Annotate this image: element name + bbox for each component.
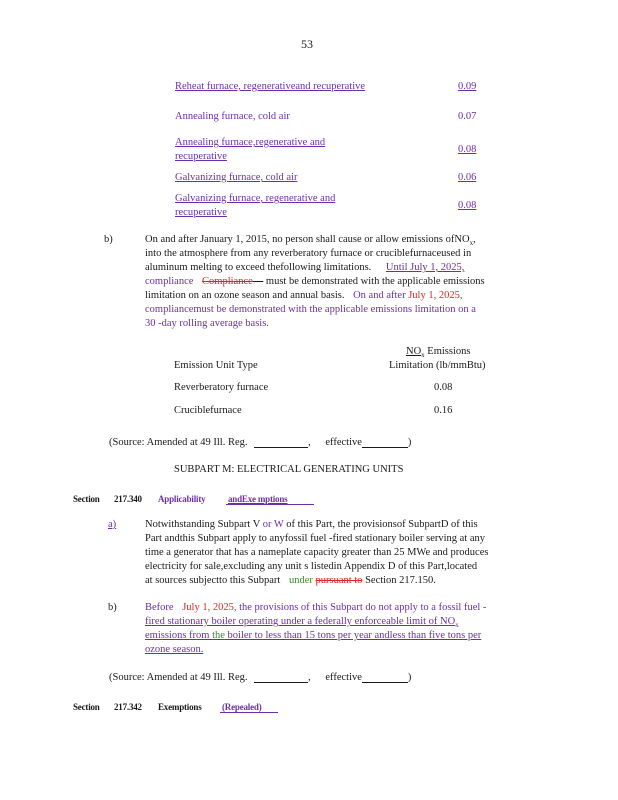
table2-header-right-2: Limitation (lb/mmBtu)	[389, 360, 486, 371]
para-b2-line	[145, 630, 481, 641]
source-close: )	[407, 672, 412, 683]
nox-subscript: x	[421, 351, 425, 360]
para-b-line	[145, 234, 476, 247]
para-b2-line: ozone season.	[145, 644, 204, 655]
title-underline	[220, 712, 278, 713]
nox-subscript: x	[469, 239, 474, 248]
inserted-text: Before	[145, 602, 174, 613]
para-a-text: Notwithstanding Subpart V	[145, 519, 261, 530]
para-a-line: electricity for sale,excluding any unit s listedin Appendix D of this Part,located	[145, 561, 478, 572]
section-number: 217.342	[114, 702, 142, 712]
inserted-text: On and after	[353, 290, 406, 301]
inserted-text: the provisions of this Subpart do not apply to a fossil fuel -	[239, 602, 487, 613]
inserted-text: compliance	[145, 276, 194, 287]
nox-label: NO	[406, 346, 422, 357]
section-label: Section	[73, 494, 100, 504]
para-a-text: at sources subjectto this Subpart	[145, 575, 281, 586]
section-number: 217.340	[114, 494, 142, 504]
title-underline	[226, 504, 314, 505]
para-b-line	[145, 276, 485, 287]
blank-line	[362, 437, 408, 448]
para-b-text: On and after January 1, 2015, no person shall cause or allow emissions ofNO	[145, 234, 470, 245]
table1-row-unit: Annealing furnace, cold air	[175, 111, 290, 122]
table2-header-left: Emission Unit Type	[174, 360, 258, 371]
deleted-text: pursuant to	[315, 575, 363, 586]
source-text: (Source: Amended at 49 Ill. Reg.	[109, 437, 248, 448]
para-a-line	[145, 575, 436, 586]
table1-row-value: 0.08	[458, 200, 477, 211]
deleted-text: Compliance	[202, 276, 253, 287]
repealed-label: (Repealed)	[222, 702, 262, 712]
section-title: Exemptions	[158, 702, 202, 712]
para-b-text: ,	[473, 234, 476, 245]
nox-subscript: x	[455, 621, 459, 630]
source-note	[109, 672, 411, 683]
inserted-word: under	[288, 575, 313, 586]
effective-label: effective	[325, 437, 362, 448]
table1-row-unit-cont: recuperative	[175, 151, 227, 162]
subpart-heading: SUBPART M: ELECTRICAL GENERATING UNITS	[174, 464, 404, 475]
blank-line	[254, 672, 308, 683]
inserted-text: emissions from	[145, 630, 213, 641]
para-a-line: time a generator that has a nameplate capacity greater than 25 MWe and produces	[145, 547, 489, 558]
para-b-text: must be demonstrated with the applicable emissions	[265, 276, 485, 287]
para-b-line	[145, 262, 464, 273]
table2-row-unit: Cruciblefurnace	[174, 405, 242, 416]
table1-row-value: 0.08	[458, 144, 477, 155]
para-a-line: Part andthis Subpart apply to anyfossil fuel -fired stationary boiler serving at any	[145, 533, 486, 544]
table1-row-unit-cont: recuperative	[175, 207, 227, 218]
source-comma: ,	[308, 437, 311, 448]
source-comma: ,	[308, 672, 311, 683]
table1-row-value: 0.09	[458, 81, 477, 92]
para-b2-line	[145, 616, 459, 629]
para-b-label: b)	[104, 234, 113, 245]
para-a-text: Section 217.150.	[365, 575, 436, 586]
blank-line	[254, 437, 308, 448]
emissions-label: Emissions	[424, 346, 471, 357]
deleted-gap	[253, 276, 264, 287]
para-b-line: into the atmosphere from any reverberatory furnace or cruciblefurnaceused in	[145, 248, 472, 259]
inserted-date: July 1, 2025,	[408, 290, 463, 301]
para-b-text: limitation on an ozone season and annual basis.	[145, 290, 345, 301]
table2-header-right-1	[406, 346, 470, 359]
inserted-text: or W	[262, 519, 284, 530]
para-b-text: aluminum melting to exceed thefollowing limitations.	[145, 262, 372, 273]
para-b-line: compliancemust be demonstrated with the applicable emissions limitation on a	[145, 304, 476, 315]
table2-row-value: 0.16	[434, 405, 453, 416]
section-title-inserted: andExe mptions	[228, 494, 288, 504]
para-b2-label: b)	[108, 602, 117, 613]
para-b-line	[145, 290, 462, 301]
blank-line	[362, 672, 408, 683]
effective-label: effective	[325, 672, 362, 683]
para-b-line: 30 -day rolling average basis.	[145, 318, 269, 329]
inserted-word: the	[212, 630, 225, 641]
source-note	[109, 437, 411, 448]
table1-row-unit: Galvanizing furnace, regenerative and	[175, 193, 336, 204]
table1-row-unit: Galvanizing furnace, cold air	[175, 172, 298, 183]
section-title: Applicability	[158, 494, 206, 504]
table1-row-unit: Reheat furnace, regenerativeand recuperative	[175, 81, 366, 92]
section-label: Section	[73, 702, 100, 712]
page-number: 53	[301, 37, 313, 51]
table2-row-unit: Reverberatory furnace	[174, 382, 269, 393]
source-close: )	[407, 437, 412, 448]
table1-row-value: 0.07	[458, 111, 477, 122]
inserted-text: fired stationary boiler operating under a federally enforceable limit of NO	[145, 616, 456, 627]
para-a-text: of this Part, the provisionsof SubpartD of this	[286, 519, 478, 530]
inserted-text: Until July 1, 2025,	[385, 262, 465, 273]
para-a-line	[145, 519, 478, 530]
inserted-text: boiler to less than 15 tons per year andless than five tons per	[227, 630, 482, 641]
table1-row-unit: Annealing furnace,regenerative and	[175, 137, 326, 148]
table1-row-value: 0.06	[458, 172, 477, 183]
para-a-label: a)	[108, 519, 117, 530]
para-b2-line	[145, 602, 486, 613]
table2-row-value: 0.08	[434, 382, 453, 393]
inserted-date: July 1, 2025,	[182, 602, 237, 613]
source-text: (Source: Amended at 49 Ill. Reg.	[109, 672, 248, 683]
